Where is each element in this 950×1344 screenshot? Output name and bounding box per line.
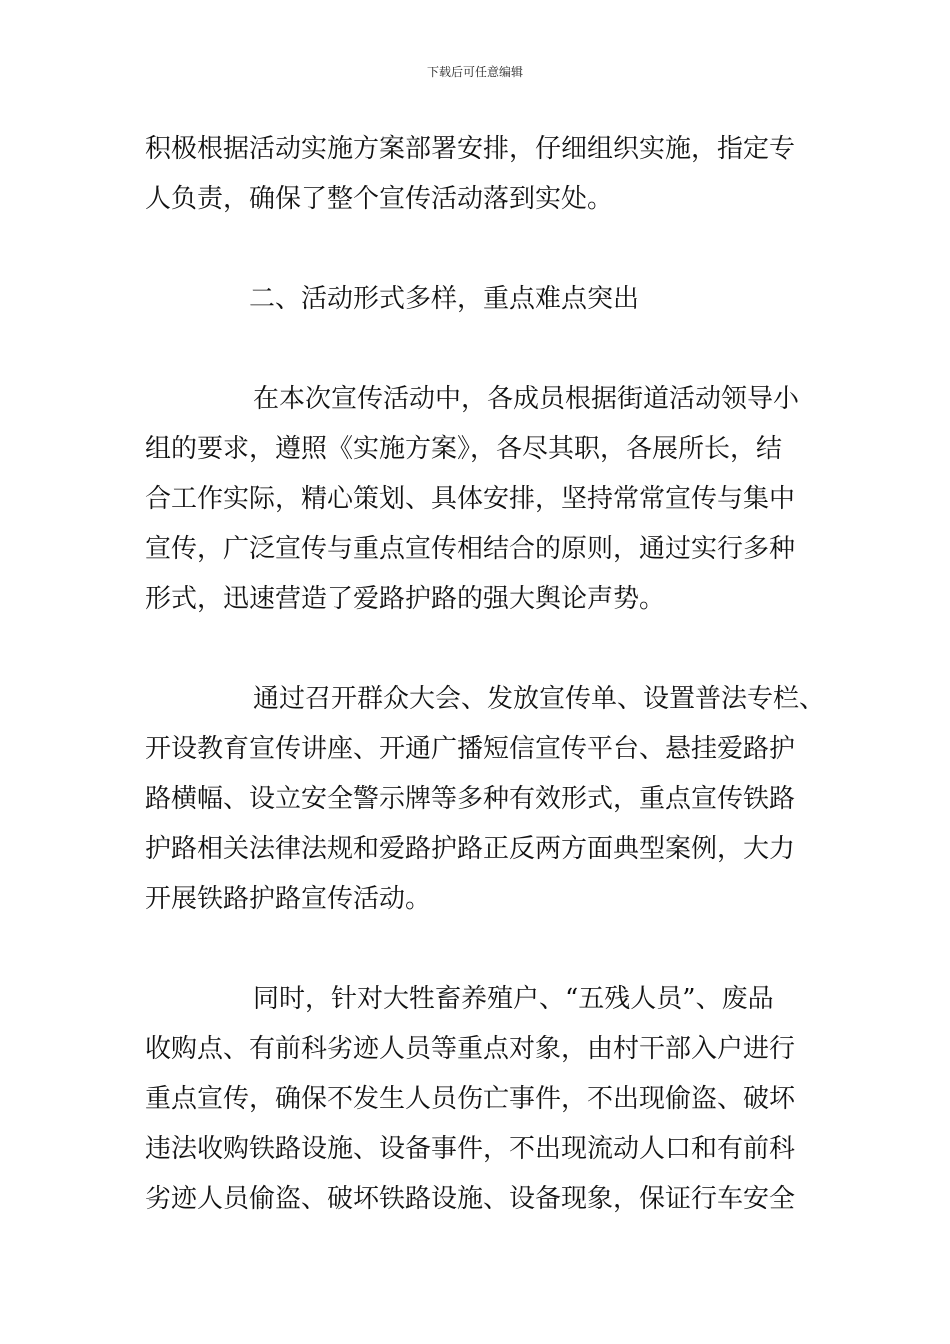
paragraph-line: 通过召开群众大会、发放宣传单、设置普法专栏、 — [253, 684, 826, 714]
paragraph-line: 开展铁路护路宣传活动。 — [145, 884, 432, 914]
paragraph-line: 收购点、有前科劣迹人员等重点对象，由村干部入户进行 — [145, 1034, 796, 1064]
paragraph-line: 路横幅、设立安全警示牌等多种有效形式，重点宣传铁路 — [145, 784, 796, 814]
paragraph-2 — [145, 374, 810, 624]
paragraph-line: 违法收购铁路设施、设备事件，不出现流动人口和有前科 — [145, 1134, 796, 1164]
paragraph-line: 劣迹人员偷盗、破坏铁路设施、设备现象，保证行车安全 — [145, 1184, 796, 1214]
document-body — [145, 124, 826, 1224]
paragraph-3 — [145, 674, 826, 924]
paragraph-line: 在本次宣传活动中，各成员根据街道活动领导小 — [253, 384, 800, 414]
paragraph-line: 形式，迅速营造了爱路护路的强大舆论声势。 — [145, 584, 666, 614]
paragraph-line: 重点宣传，确保不发生人员伤亡事件，不出现偷盗、破坏 — [145, 1084, 796, 1114]
paragraph-spacer — [145, 224, 810, 274]
paragraph-spacer — [145, 924, 810, 974]
paragraph-4 — [145, 974, 810, 1224]
paragraph-line: 护路相关法律法规和爱路护路正反两方面典型案例，大力 — [145, 834, 796, 864]
paragraph-line: 合工作实际，精心策划、具体安排，坚持常常宣传与集中 — [145, 484, 796, 514]
paragraph-spacer — [145, 624, 810, 674]
paragraph-line: 宣传，广泛宣传与重点宣传相结合的原则，通过实行多种 — [145, 534, 796, 564]
paragraph-line: 组的要求，遵照《实施方案》，各尽其职，各展所长，结 — [145, 434, 783, 464]
paragraph-spacer — [145, 324, 810, 374]
section-heading: 二、活动形式多样，重点难点突出 — [249, 284, 640, 314]
paragraph-line: 开设教育宣传讲座、开通广播短信宣传平台、悬挂爱路护 — [145, 734, 796, 764]
paragraph-line: 同时，针对大牲畜养殖户、“五残人员”、废品 — [253, 984, 774, 1014]
paragraph-1 — [145, 124, 810, 224]
paragraph-line: 积极根据活动实施方案部署安排，仔细组织实施，指定专 — [145, 134, 796, 164]
page-header: 下载后可任意编辑 — [426, 65, 523, 79]
paragraph-line: 人负责，确保了整个宣传活动落到实处。 — [145, 184, 614, 214]
